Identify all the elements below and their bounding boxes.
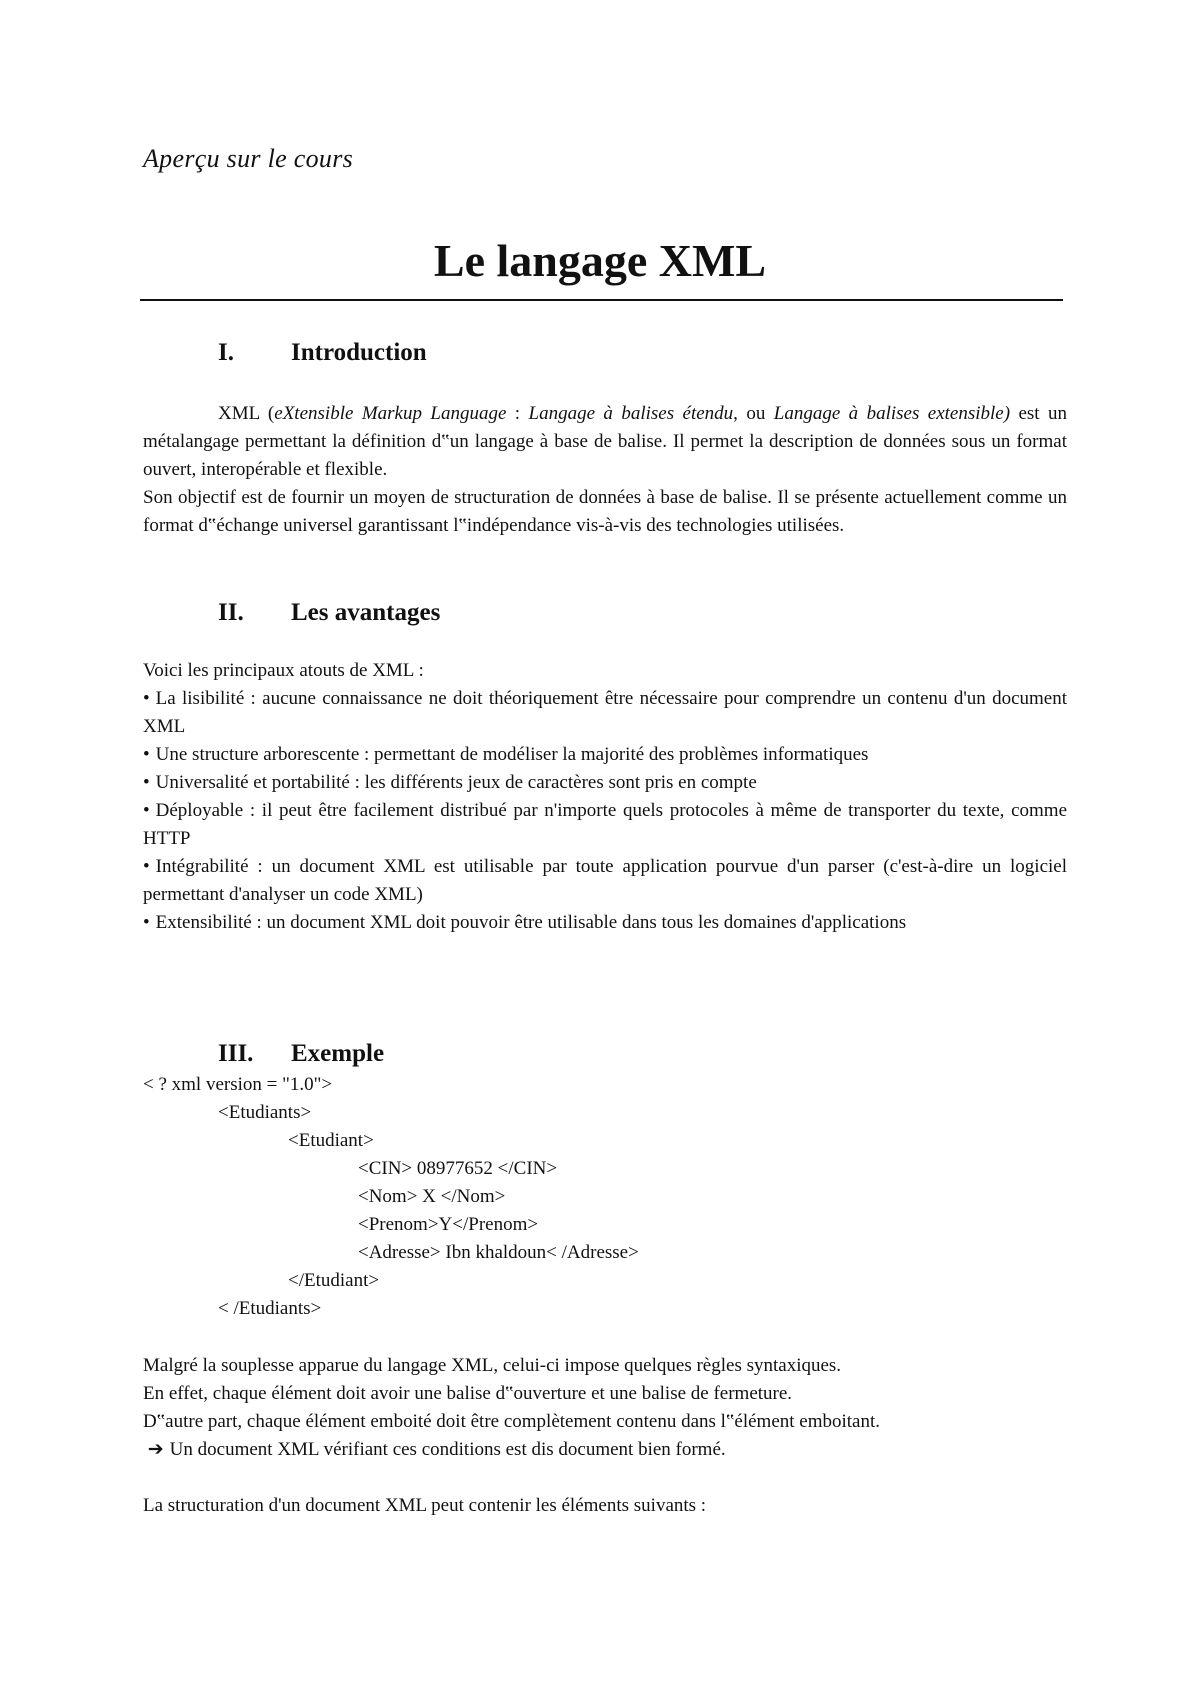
title-rule [140, 299, 1063, 301]
list-item [143, 741, 1067, 769]
list-item [143, 685, 1067, 741]
section-title: Exemple [291, 1040, 385, 1067]
section-heading-advantages [218, 599, 440, 627]
advantages-lead: Voici les principaux atouts de XML : [143, 660, 424, 681]
conclusion-paragraph: La structuration d'un document XML peut contenir les éléments suivants : [143, 1495, 707, 1516]
code-line: <CIN> 08977652 </CIN> [358, 1158, 558, 1179]
list-item [143, 909, 1067, 937]
bullet-icon: • [143, 912, 150, 933]
list-item-text: Universalité et portabilité : les différents jeux de caractères sont pris en compte [155, 772, 757, 793]
intro-italic-term: Langage à balises extensible) [773, 403, 1011, 424]
conclusion-paragraph: Malgré la souplesse apparue du langage XML, celui-ci impose quelques règles syntaxiques. [143, 1355, 842, 1376]
code-line: <Adresse> Ibn khaldoun< /Adresse> [358, 1242, 639, 1263]
intro-italic-term: Langage à balises étendu [528, 403, 734, 424]
code-line: < /Etudiants> [218, 1298, 322, 1319]
list-item [143, 769, 1067, 797]
introduction-body [143, 400, 1067, 540]
code-line: < ? xml version = "1.0"> [143, 1074, 333, 1095]
code-line: </Etudiant> [288, 1270, 380, 1291]
code-line: <Prenom>Y</Prenom> [358, 1214, 539, 1235]
section-title: Les avantages [291, 599, 441, 626]
list-item [143, 797, 1067, 853]
arrow-right-icon: ➔ [147, 1439, 164, 1460]
bullet-icon: • [143, 772, 150, 793]
conclusion-body [143, 1352, 1067, 1520]
section-heading-introduction [218, 339, 427, 367]
intro-paragraph-2: Son objectif est de fournir un moyen de structuration de données à base de balise. Il se présente actuellement comme un format d‟échange universel garantissant l‟indépendance vis-à-vis des technologies utilisées. [143, 487, 1067, 536]
list-item-text: La lisibilité : aucune connaissance ne doit théoriquement être nécessaire pour comprendre un contenu d'un document XML [143, 688, 1067, 737]
bullet-icon: • [143, 688, 150, 709]
code-line: <Nom> X </Nom> [358, 1186, 506, 1207]
section-number: III. [218, 1040, 254, 1067]
intro-text: : [506, 403, 529, 424]
intro-text: XML ( [218, 403, 275, 424]
code-line: <Etudiants> [218, 1102, 312, 1123]
course-overline: Aperçu sur le cours [143, 144, 354, 173]
conclusion-arrow-text: Un document XML vérifiant ces conditions est dis document bien formé. [169, 1439, 726, 1460]
page-title: Le langage XML [433, 235, 767, 286]
conclusion-paragraph: En effet, chaque élément doit avoir une balise d‟ouverture et une balise de fermeture. [143, 1383, 793, 1404]
intro-italic-term: eXtensible Markup Language [274, 403, 507, 424]
conclusion-arrow-line [143, 1436, 1067, 1464]
bullet-icon: • [143, 800, 150, 821]
section-heading-example [218, 1040, 384, 1068]
list-item-text: Extensibilité : un document XML doit pouvoir être utilisable dans tous les domaines d'applications [155, 912, 907, 933]
list-item-text: Une structure arborescente : permettant de modéliser la majorité des problèmes informatiques [155, 744, 869, 765]
bullet-icon: • [143, 856, 150, 877]
section-number: II. [218, 599, 244, 626]
intro-text: , ou [733, 403, 774, 424]
code-line: <Etudiant> [288, 1130, 374, 1151]
intro-text: est un métalangage permettant la définition d‟un langage à base de balise. Il permet la description de données sous un format ouvert, interopérable et flexible. [143, 403, 1067, 480]
advantages-body [143, 657, 1067, 937]
conclusion-paragraph: D‟autre part, chaque élément emboité doit être complètement contenu dans l‟élément emboitant. [143, 1411, 881, 1432]
list-item-text: Déployable : il peut être facilement distribué par n'importe quels protocoles à même de transporter du texte, comme HTTP [143, 800, 1067, 849]
section-number: I. [218, 339, 234, 366]
list-item-text: Intégrabilité : un document XML est utilisable par toute application pourvue d'un parser (c'est-à-dire un logiciel permettant d'analyser un code XML) [143, 856, 1067, 905]
section-title: Introduction [291, 339, 427, 366]
xml-example-code [143, 1071, 1067, 1323]
list-item [143, 853, 1067, 909]
bullet-icon: • [143, 744, 150, 765]
intro-paragraph-1 [143, 400, 1067, 484]
